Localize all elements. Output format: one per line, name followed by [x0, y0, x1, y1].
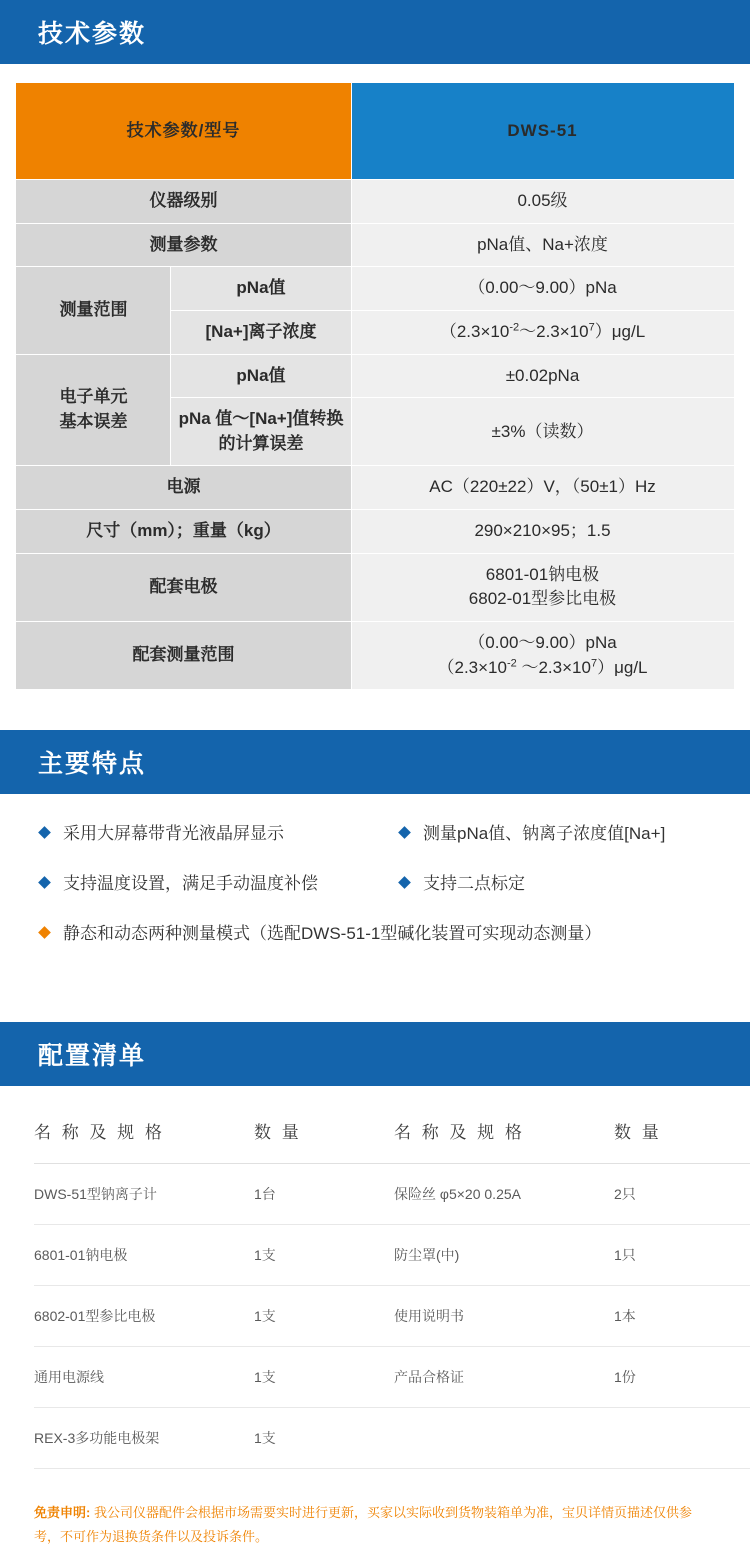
- config-cell-name: REX-3多功能电极架: [34, 1407, 254, 1468]
- config-cell-qty: 1台: [254, 1163, 394, 1224]
- list-item: [34, 872, 394, 896]
- feature-text: 静态和动态两种测量模式（选配DWS-51-1型碱化装置可实现动态测量）: [63, 923, 602, 943]
- spec-label-size-weight: 尺寸（mm）；重量（kg）: [16, 510, 351, 554]
- config-header-name-right: 名 称 及 规 格: [394, 1112, 614, 1164]
- match-range-sup2: 7: [590, 657, 598, 670]
- table-row: [16, 510, 734, 554]
- match-range-suffix: ）μg/L: [597, 657, 648, 677]
- config-cell-qty: 1支: [254, 1346, 394, 1407]
- spec-label-power: 电源: [16, 466, 351, 510]
- section-title-spec: 技术参数: [38, 20, 147, 48]
- feature-text: 支持二点标定: [423, 874, 525, 894]
- feature-row: [34, 822, 716, 846]
- config-cell-name: [394, 1407, 614, 1468]
- disclaimer-label: 免责申明:: [34, 1504, 91, 1520]
- config-header-qty-right: 数 量: [614, 1112, 750, 1164]
- diamond-bullet-icon: [398, 826, 411, 839]
- spec-value-electrodes: [351, 553, 734, 621]
- config-list: [0, 1086, 750, 1475]
- spec-label-conv-error: pNa 值～[Na+]值转换的计算误差: [171, 398, 351, 466]
- spec-value-pna-error: ±0.02pNa: [351, 354, 734, 398]
- spec-label-params: 测量参数: [16, 223, 351, 267]
- disclaimer-text: 我公司仪器配件会根据市场需要实时进行更新，买家以实际收到货物装箱单为准，宝贝详情页描述仅供参考，不可作为退换货条件以及投诉条件。: [34, 1504, 692, 1545]
- spec-value-pna: （0.00～9.00）pNa: [351, 267, 734, 311]
- section-title-features: 主要特点: [38, 750, 147, 779]
- na-conc-sup1: -2: [509, 321, 520, 334]
- config-cell-qty: 1支: [254, 1285, 394, 1346]
- config-cell-qty: 1支: [254, 1224, 394, 1285]
- spec-label-match-range: 配套测量范围: [16, 622, 351, 690]
- features-list: [0, 794, 750, 981]
- table-row: [34, 1407, 750, 1468]
- feature-text: 支持温度设置，满足手动温度补偿: [63, 874, 318, 894]
- spec-header-left: 技术参数/型号: [16, 83, 351, 180]
- spec-table: [15, 82, 734, 690]
- list-item: [394, 872, 716, 896]
- config-cell-name: 6802-01型参比电极: [34, 1285, 254, 1346]
- match-range-line1: （0.00～9.00）pNa: [468, 633, 617, 653]
- diamond-bullet-icon: [38, 876, 51, 889]
- feature-text: 采用大屏幕带背光液晶屏显示: [63, 824, 284, 844]
- config-cell-name: 6801-01钠电极: [34, 1224, 254, 1285]
- config-cell-qty: 1只: [614, 1224, 750, 1285]
- list-item: [394, 822, 716, 846]
- spec-label-electrodes: 配套电极: [16, 553, 351, 621]
- spec-group-error-unit: [16, 354, 171, 466]
- config-header-qty-left: 数 量: [254, 1112, 394, 1164]
- config-cell-name: 使用说明书: [394, 1285, 614, 1346]
- config-cell-qty: [614, 1407, 750, 1468]
- config-cell-name: 产品合格证: [394, 1346, 614, 1407]
- spec-value-grade: 0.05级: [351, 180, 734, 224]
- config-cell-qty: 2只: [614, 1163, 750, 1224]
- table-row: [16, 267, 734, 311]
- table-row: [34, 1346, 750, 1407]
- section-header-spec: [0, 0, 750, 64]
- diamond-bullet-icon: [38, 826, 51, 839]
- electrode-line1: 6801-01钠电极: [485, 564, 600, 584]
- section-header-config: [0, 1022, 750, 1086]
- config-cell-name: 通用电源线: [34, 1346, 254, 1407]
- match-range-sup1: -2: [506, 657, 517, 670]
- config-cell-name: 保险丝 φ5×20 0.25A: [394, 1163, 614, 1224]
- config-table: [34, 1112, 750, 1469]
- spec-label-pna-error: pNa值: [171, 354, 351, 398]
- spec-label-pna: pNa值: [171, 267, 351, 311]
- list-item: [34, 922, 716, 946]
- config-cell-name: DWS-51型钠离子计: [34, 1163, 254, 1224]
- spec-value-size-weight: 290×210×95；1.5: [351, 510, 734, 554]
- disclaimer: [34, 1501, 716, 1550]
- diamond-bullet-icon: [38, 926, 51, 939]
- spec-value-match-range: [351, 622, 734, 690]
- section-title-config: 配置清单: [38, 1041, 147, 1070]
- spec-value-params: pNa值、Na+浓度: [351, 223, 734, 267]
- feature-text: 测量pNa值、钠离子浓度值[Na+]: [423, 824, 666, 844]
- table-row: [16, 354, 734, 398]
- electrode-line2: 6802-01型参比电极: [468, 589, 617, 609]
- na-conc-sup2: 7: [588, 321, 595, 334]
- table-row: [16, 553, 734, 621]
- table-row: [34, 1285, 750, 1346]
- na-conc-prefix: （2.3×10: [439, 321, 510, 341]
- match-range-line2: [356, 656, 730, 681]
- spec-value-conv-error: ±3%（读数）: [351, 398, 734, 466]
- table-header-row: [34, 1112, 750, 1164]
- spec-value-power: AC（220±22）V，（50±1）Hz: [351, 466, 734, 510]
- table-row: [16, 223, 734, 267]
- config-cell-qty: 1本: [614, 1285, 750, 1346]
- spec-label-grade: 仪器级别: [16, 180, 351, 224]
- spec-value-na-conc: [351, 310, 734, 354]
- error-unit-line1: 电子单元: [59, 387, 128, 407]
- na-conc-mid: ～2.3×10: [519, 321, 589, 341]
- match-range-prefix: （2.3×10: [437, 657, 507, 677]
- spec-label-na-conc: [Na+]离子浓度: [171, 310, 351, 354]
- spec-group-measure-range: 测量范围: [16, 267, 171, 354]
- table-row-header: [16, 83, 734, 180]
- spec-header-right: DWS-51: [351, 83, 734, 180]
- section-header-features: [0, 730, 750, 794]
- error-unit-line2: 基本误差: [59, 412, 128, 432]
- table-row: [34, 1224, 750, 1285]
- table-row: [16, 466, 734, 510]
- table-row: [16, 622, 734, 690]
- config-header-name-left: 名 称 及 规 格: [34, 1112, 254, 1164]
- table-row: [34, 1163, 750, 1224]
- na-conc-suffix: ）μg/L: [594, 321, 646, 341]
- diamond-bullet-icon: [398, 876, 411, 889]
- table-row: [16, 180, 734, 224]
- feature-row: [34, 922, 716, 946]
- match-range-mid: ～2.3×10: [516, 657, 591, 677]
- feature-row: [34, 872, 716, 896]
- list-item: [34, 822, 394, 846]
- config-cell-name: 防尘罩(中): [394, 1224, 614, 1285]
- config-cell-qty: 1份: [614, 1346, 750, 1407]
- config-cell-qty: 1支: [254, 1407, 394, 1468]
